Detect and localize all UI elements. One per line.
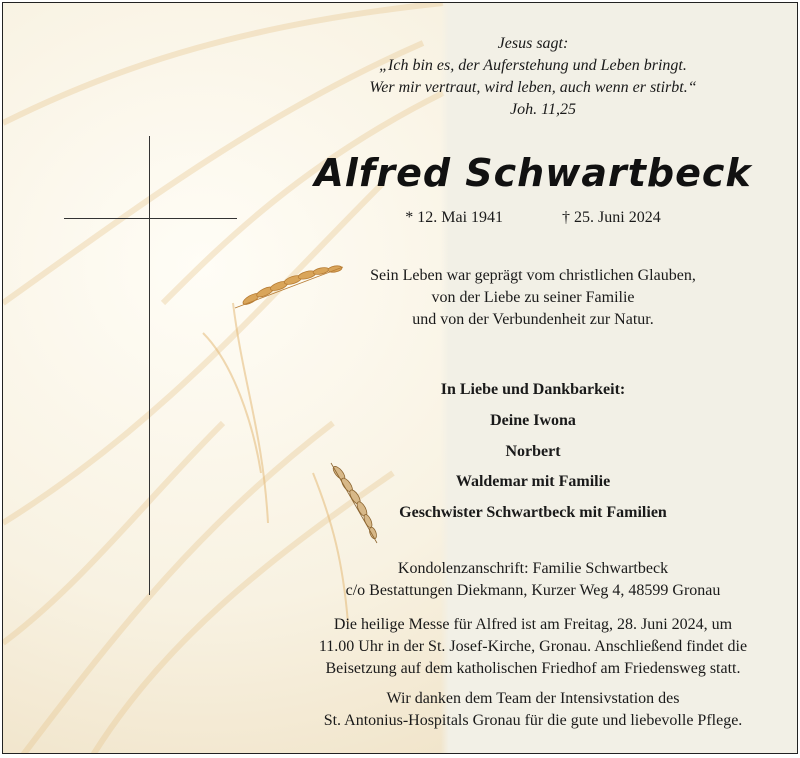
mourner-name: Waldemar mit Familie [455, 473, 611, 490]
mourner-name: Geschwister Schwartbeck mit Familien [399, 504, 667, 521]
death-date: † 25. Juni 2024 [562, 209, 661, 226]
tribute-line-2: von der Liebe zu seiner Familie [431, 289, 635, 306]
mourner-name: Deine Iwona [490, 412, 576, 429]
quote-line-2: Wer mir vertraut, wird leben, auch wenn er stirbt.“ [369, 79, 697, 96]
mourners-heading: In Liebe und Dankbarkeit: [440, 381, 626, 398]
cross-vertical-bar [149, 136, 150, 595]
quote-intro: Jesus sagt: [497, 35, 569, 52]
mourner-name: Norbert [505, 443, 561, 460]
service-line-2: 11.00 Uhr in der St. Josef-Kirche, Gronau. Anschließend findet die [318, 638, 748, 655]
thanks-line-1: Wir danken dem Team der Intensivstation des [386, 690, 680, 707]
deceased-name: Alfred Schwartbeck [314, 151, 752, 195]
quote-reference: Joh. 11,25 [510, 101, 576, 118]
condolence-line-1: Kondolenzanschrift: Familie Schwartbeck [397, 560, 669, 577]
life-dates [283, 209, 783, 227]
quote-line-1: „Ich bin es, der Auferstehung und Leben bringt. [379, 57, 687, 74]
thanks-line-2: St. Antonius-Hospitals Gronau für die gute und liebevolle Pflege. [323, 712, 743, 729]
service-line-1: Die heilige Messe für Alfred ist am Freitag, 28. Juni 2024, um [333, 616, 733, 633]
condolence-line-2: c/o Bestattungen Diekmann, Kurzer Weg 4, 48599 Gronau [345, 582, 721, 599]
obituary-notice [2, 2, 798, 754]
tribute-line-3: und von der Verbundenheit zur Natur. [412, 311, 654, 328]
tribute-line-1: Sein Leben war geprägt vom christlichen Glauben, [370, 267, 696, 284]
service-line-3: Beisetzung auf dem katholischen Friedhof am Friedensweg statt. [325, 660, 741, 677]
cross-horizontal-bar [64, 218, 237, 219]
birth-date: * 12. Mai 1941 [405, 209, 504, 226]
